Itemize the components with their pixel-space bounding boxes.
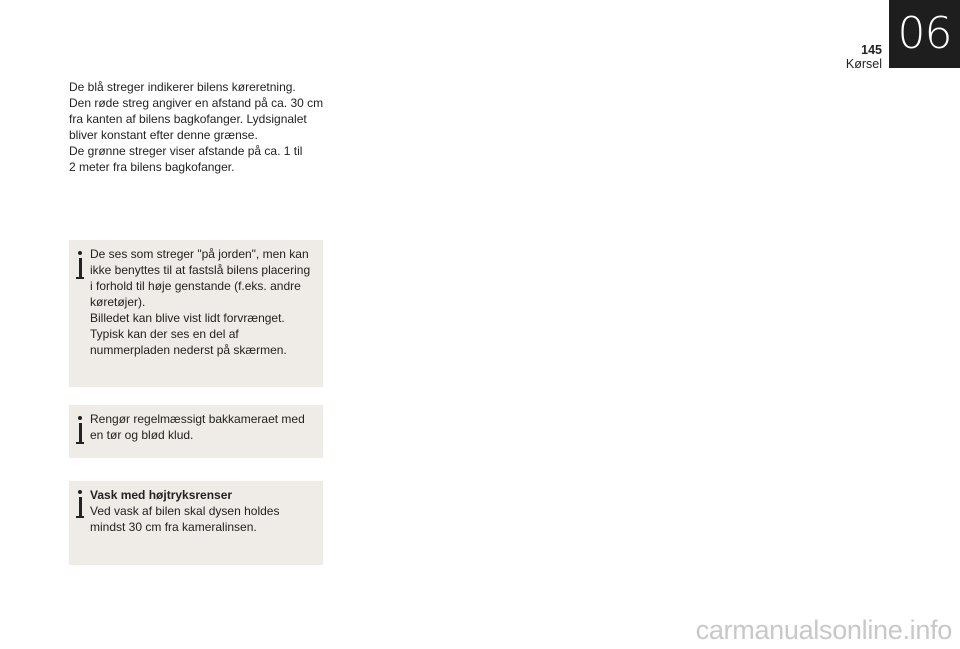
intro-line: De blå streger indikerer bilens køreretning. (69, 80, 296, 94)
note-line: Typisk kan der ses en del af (90, 327, 239, 341)
intro-line: De grønne streger viser afstande på ca. 1 til (69, 144, 303, 159)
info-note-cleaning (69, 405, 323, 458)
note-line: køretøjer). (90, 295, 146, 309)
note-line: Rengør regelmæssigt bakkameraet med (90, 412, 305, 426)
intro-line: bliver konstant efter denne grænse. (69, 128, 258, 143)
info-icon (76, 251, 84, 281)
note-line: nummerpladen nederst på skærmen. (90, 343, 287, 357)
intro-line: 2 meter fra bilens bagkofanger. (69, 160, 235, 175)
note-line: mindst 30 cm fra kameralinsen. (90, 520, 257, 534)
intro-line: Den røde streg angiver en afstand på ca. 30 cm (69, 96, 324, 111)
section-title: Kørsel (845, 57, 882, 71)
note-line: De ses som streger "på jorden", men kan (90, 247, 309, 261)
info-note-camera-lines (69, 240, 323, 387)
note-line: i forhold til høje genstande (f.eks. andre (90, 279, 301, 293)
intro-line: fra kanten af bilens bagkofanger. Lydsignalet (69, 112, 307, 127)
page-number: 145 (861, 43, 882, 57)
info-note-pressure-washer (69, 481, 323, 565)
note-line: Billedet kan blive vist lidt forvrænget. (90, 311, 285, 325)
chapter-tab: 06 (889, 0, 960, 68)
info-icon (76, 416, 84, 446)
note-line: en tør og blød klud. (90, 428, 194, 442)
note-line: ikke benyttes til at fastslå bilens placering (90, 263, 311, 277)
watermark: carmanualsonline.info (695, 615, 952, 645)
info-icon (76, 490, 84, 520)
intro-text (69, 79, 334, 176)
note-line: Ved vask af bilen skal dysen holdes (90, 504, 280, 518)
note-title: Vask med højtryksrenser (90, 488, 233, 502)
